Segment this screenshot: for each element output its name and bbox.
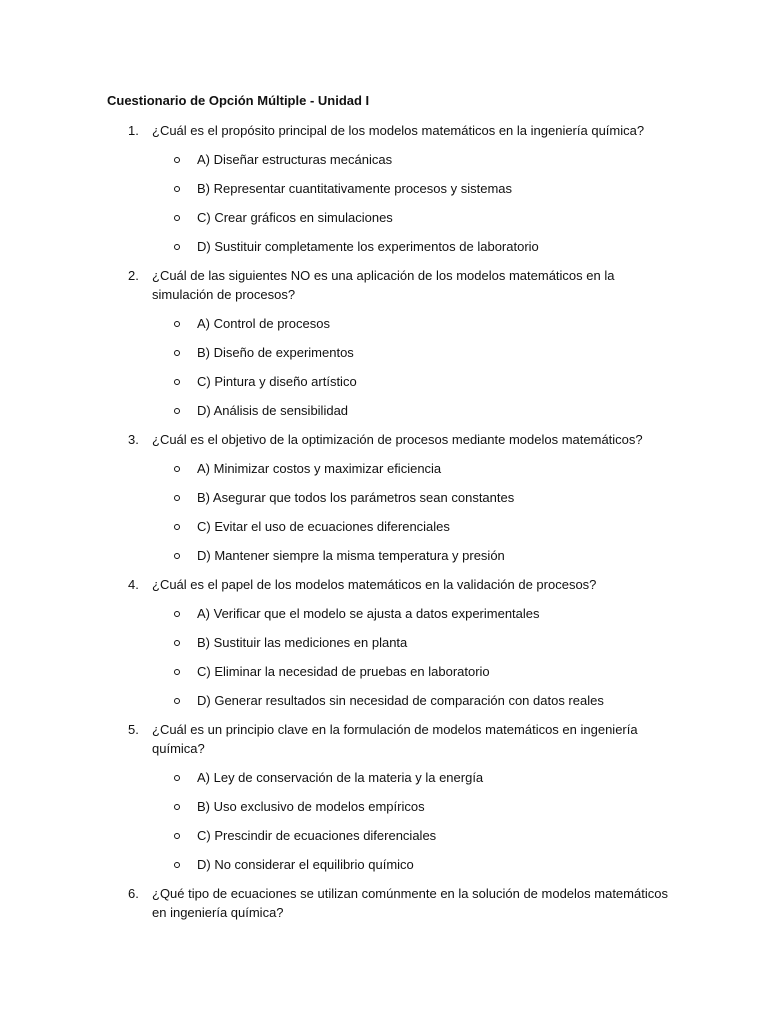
question-item xyxy=(107,266,678,420)
question-text: ¿Cuál es el papel de los modelos matemáticos en la validación de procesos? xyxy=(152,577,597,592)
option-text: D) No considerar el equilibrio químico xyxy=(197,857,414,872)
option-text: B) Asegurar que todos los parámetros sean constantes xyxy=(197,490,515,505)
option-text: D) Sustituir completamente los experimentos de laboratorio xyxy=(197,239,539,254)
option-item xyxy=(152,179,678,198)
option-text: B) Representar cuantitativamente procesos y sistemas xyxy=(197,181,513,196)
question-item xyxy=(107,575,678,710)
option-list xyxy=(152,459,678,565)
option-list xyxy=(152,150,678,256)
option-text: C) Prescindir de ecuaciones diferenciales xyxy=(197,828,437,843)
question-text: ¿Cuál es el objetivo de la optimización de procesos mediante modelos matemáticos? xyxy=(152,432,643,447)
option-text: A) Diseñar estructuras mecánicas xyxy=(197,152,393,167)
option-text: C) Evitar el uso de ecuaciones diferenciales xyxy=(197,519,450,534)
option-item xyxy=(152,401,678,420)
circle-bullet-icon xyxy=(174,698,180,704)
question-list xyxy=(107,121,678,922)
option-text: D) Mantener siempre la misma temperatura y presión xyxy=(197,548,505,563)
question-number: 4. xyxy=(128,577,139,592)
option-item xyxy=(152,768,678,787)
option-text: C) Crear gráficos en simulaciones xyxy=(197,210,393,225)
circle-bullet-icon xyxy=(174,640,180,646)
document-title: Cuestionario de Opción Múltiple - Unidad I xyxy=(107,93,370,108)
question-text: ¿Qué tipo de ecuaciones se utilizan comúnmente en la solución de modelos matemáticos en ingeniería química? xyxy=(152,886,668,920)
circle-bullet-icon xyxy=(174,553,180,559)
option-text: A) Minimizar costos y maximizar eficiencia xyxy=(197,461,442,476)
option-item xyxy=(152,662,678,681)
option-list xyxy=(152,314,678,420)
option-item xyxy=(152,372,678,391)
option-item xyxy=(152,208,678,227)
question-number: 5. xyxy=(128,722,139,737)
circle-bullet-icon xyxy=(174,186,180,192)
circle-bullet-icon xyxy=(174,466,180,472)
option-item xyxy=(152,855,678,874)
option-text: D) Generar resultados sin necesidad de comparación con datos reales xyxy=(197,693,604,708)
option-list xyxy=(152,768,678,874)
circle-bullet-icon xyxy=(174,321,180,327)
option-item xyxy=(152,633,678,652)
circle-bullet-icon xyxy=(174,379,180,385)
circle-bullet-icon xyxy=(174,833,180,839)
circle-bullet-icon xyxy=(174,495,180,501)
circle-bullet-icon xyxy=(174,775,180,781)
option-item xyxy=(152,691,678,710)
circle-bullet-icon xyxy=(174,524,180,530)
option-text: C) Pintura y diseño artístico xyxy=(197,374,357,389)
option-item xyxy=(152,237,678,256)
option-text: A) Ley de conservación de la materia y la energía xyxy=(197,770,484,785)
circle-bullet-icon xyxy=(174,408,180,414)
question-item xyxy=(107,121,678,256)
option-text: D) Análisis de sensibilidad xyxy=(197,403,349,418)
option-item xyxy=(152,517,678,536)
option-text: A) Control de procesos xyxy=(197,316,330,331)
option-text: B) Uso exclusivo de modelos empíricos xyxy=(197,799,425,814)
circle-bullet-icon xyxy=(174,804,180,810)
question-item xyxy=(107,884,678,922)
question-text: ¿Cuál es un principio clave en la formulación de modelos matemáticos en ingeniería química? xyxy=(152,722,638,756)
option-item xyxy=(152,604,678,623)
option-item xyxy=(152,150,678,169)
question-number: 2. xyxy=(128,268,139,283)
question-number: 3. xyxy=(128,432,139,447)
option-text: B) Diseño de experimentos xyxy=(197,345,354,360)
option-text: C) Eliminar la necesidad de pruebas en laboratorio xyxy=(197,664,490,679)
circle-bullet-icon xyxy=(174,157,180,163)
question-text: ¿Cuál es el propósito principal de los modelos matemáticos en la ingeniería química? xyxy=(152,123,645,138)
question-number: 1. xyxy=(128,123,139,138)
circle-bullet-icon xyxy=(174,611,180,617)
circle-bullet-icon xyxy=(174,862,180,868)
circle-bullet-icon xyxy=(174,215,180,221)
question-text: ¿Cuál de las siguientes NO es una aplicación de los modelos matemáticos en la simulación de procesos? xyxy=(152,268,615,302)
question-number: 6. xyxy=(128,886,139,901)
option-item xyxy=(152,826,678,845)
option-text: A) Verificar que el modelo se ajusta a datos experimentales xyxy=(197,606,540,621)
option-list xyxy=(152,604,678,710)
option-item xyxy=(152,546,678,565)
option-item xyxy=(152,797,678,816)
question-item xyxy=(107,720,678,874)
option-item xyxy=(152,459,678,478)
circle-bullet-icon xyxy=(174,350,180,356)
option-item xyxy=(152,343,678,362)
circle-bullet-icon xyxy=(174,244,180,250)
circle-bullet-icon xyxy=(174,669,180,675)
option-item xyxy=(152,314,678,333)
option-item xyxy=(152,488,678,507)
option-text: B) Sustituir las mediciones en planta xyxy=(197,635,408,650)
question-item xyxy=(107,430,678,565)
